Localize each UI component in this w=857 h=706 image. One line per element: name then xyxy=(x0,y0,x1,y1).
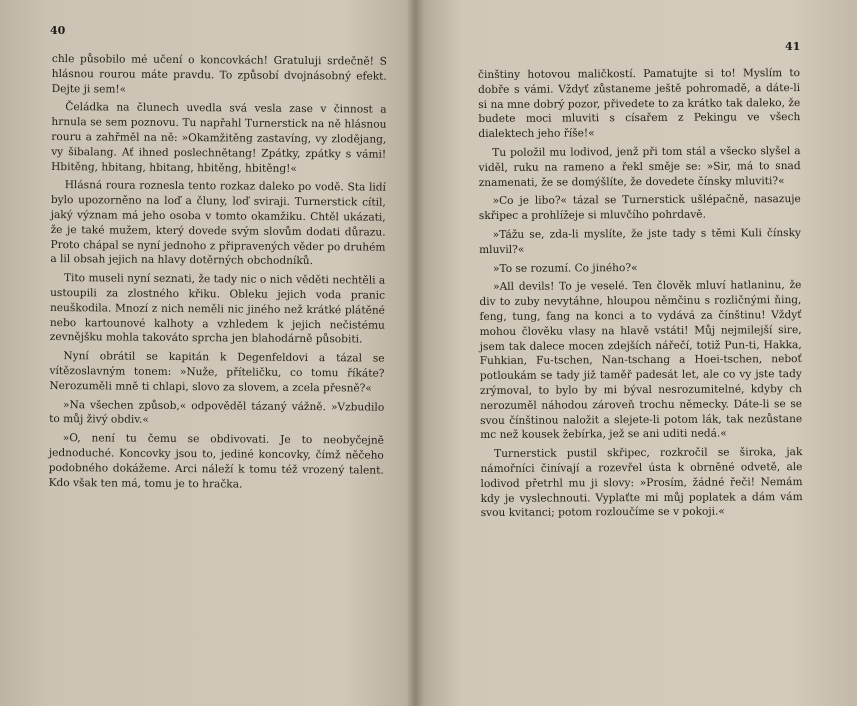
right-page xyxy=(414,0,857,706)
paragraph: činštiny hotovou maličkostí. Pamatujte si to! Myslím to dobře s vámi. Vždyť zůstaneme ještě pohromadě, a dáte-li si na mne dobrý pozor, přivedete to za krátko tak daleko, že budete moci mluviti s císařem z Pekingu ve všech dialektech jeho říše!« xyxy=(478,67,801,141)
paragraph: »O, není tu čemu se obdivovati. Je to neobyčejně jednoduché. Koncovky jsou to, jediné koncovky, čímž něčeho podobného dokážeme. Arci náleží k tomu též vrozený talent. Kdo však ten má, tomu je to hračka. xyxy=(48,432,385,491)
right-page-text xyxy=(478,66,803,525)
page-number-left: 40 xyxy=(50,24,66,37)
paragraph: Tu položil mu lodivod, jenž při tom stál a všecko slyšel a viděl, ruku na rameno a řekl směje se: »Sir, má to snad znamenati, že se domýšlíte, že dovedete čínsky mluviti?« xyxy=(478,145,801,189)
left-page xyxy=(0,0,414,706)
page-number-right: 41 xyxy=(785,40,801,53)
paragraph: »Co je libo?« tázal se Turnerstick ušlépačně, nasazuje skřipec a prohlížeje si mluvčího pohrdavě. xyxy=(478,193,801,223)
paragraph: chle působilo mé učení o koncovkách! Gratuluji srdečně! S hlásnou rourou máte pravdu. To způsobí dvojnásobný efekt. Dejte ji sem!« xyxy=(51,52,387,96)
paragraph: Nyní obrátil se kapitán k Degenfeldovi a tázal se vítězoslavným tonem: »Nuže, příteličku, co tomu říkáte? Nerozuměli mně ti chlapi, slovo za slovem, a zcela přesně?« xyxy=(49,350,385,395)
paragraph: Hlásná roura roznesla tento rozkaz daleko po vodě. Sta lidí bylo upozorněno na loď a čluny, loď sviraji. Turnerstick cítil, jaký význam má jeho osoba v tomto okamžiku. Chtěl ukázati, že je také mužem, který dovede svým slovům dodati důrazu. Proto chápal se nyní jednoho z připravených věder po druhém a lil obsah jejich na hlavy dotěrných obchodníků. xyxy=(50,179,386,268)
paragraph: »All devils! To je veselé. Ten člověk mluví hatlaninu, že div to zuby nevytáhne, hloupou němčinu s rozličnými ňing, feng, tung, fang na konci a to vydává za čínštinu! Vždyť mohou člověku vlasy na hlavě vstáti! Můj nejmilejší sire, jsem tak dalece mocen zdejších nářečí, totiž Pun-ti, Hakka, Fuhkian, Fu-tschen, Nan-tschang a Hoei-tschen, neboť potloukám se tady již taměř padesát let, ale co vy jste tady zrýmoval, to bylo by mi býval nesrozumitelné, kdyby ch nerozuměl náhodou zároveň trochu německy. Dáte-li se se svou čínštinou naložit a slejete-li potom lák, tak nezůstane mc než kousek žebírka, jež se ani uditi nedá.« xyxy=(479,279,803,442)
paragraph: Tito museli nyní seznati, že tady nic o nich věděti nechtěli a ustoupili za zlostného křiku. Obleku jejich voda pranic neuškodila. Mnozí z nich neměli nic jiného než krátké plátěné nebo kartounové kalhoty a vzhledem k jejich nečistému zevnějšku mohla takováto sprcha jen blahodárně působiti. xyxy=(49,272,386,346)
paragraph: »To se rozumí. Co jiného?« xyxy=(492,261,638,275)
paragraph: »Na všechen způsob,« odpověděl tázaný vážně. »Vzbudilo to můj živý obdiv.« xyxy=(49,398,385,427)
paragraph: Čeládka na člunech uvedla svá vesla zase v činnost a hrnula se sem poznovu. Tu napřahl Turnerstick na ně hlásnou rouru a zahřměl na ně: »Okamžitěng zastavíng, vy zlodějang, vy šibalang. Ať ihned poslechnětang! Zpátky, zpátky s vámi! Hbitěng, hbitang, hbitang, hbitěng, hbitěng!« xyxy=(51,101,387,175)
left-page-text xyxy=(49,52,387,497)
paragraph: Turnerstick pustil skřipec, rozkročil se široka, jak námořníci činívají a rozevřel ústa k obrněné odvetě, ale lodivod přetrhl mu ji slovy: »Prosím, žádné řeči! Nemám kdy je vyslechnouti. Vyplaťte mi můj poplatek a dám vám svou kvitanci; potom rozloučíme se v pokoji.« xyxy=(480,446,803,520)
paragraph: »Tážu se, zda-li myslíte, že jste tady s těmi Kuli čínsky mluvil?« xyxy=(479,226,802,256)
